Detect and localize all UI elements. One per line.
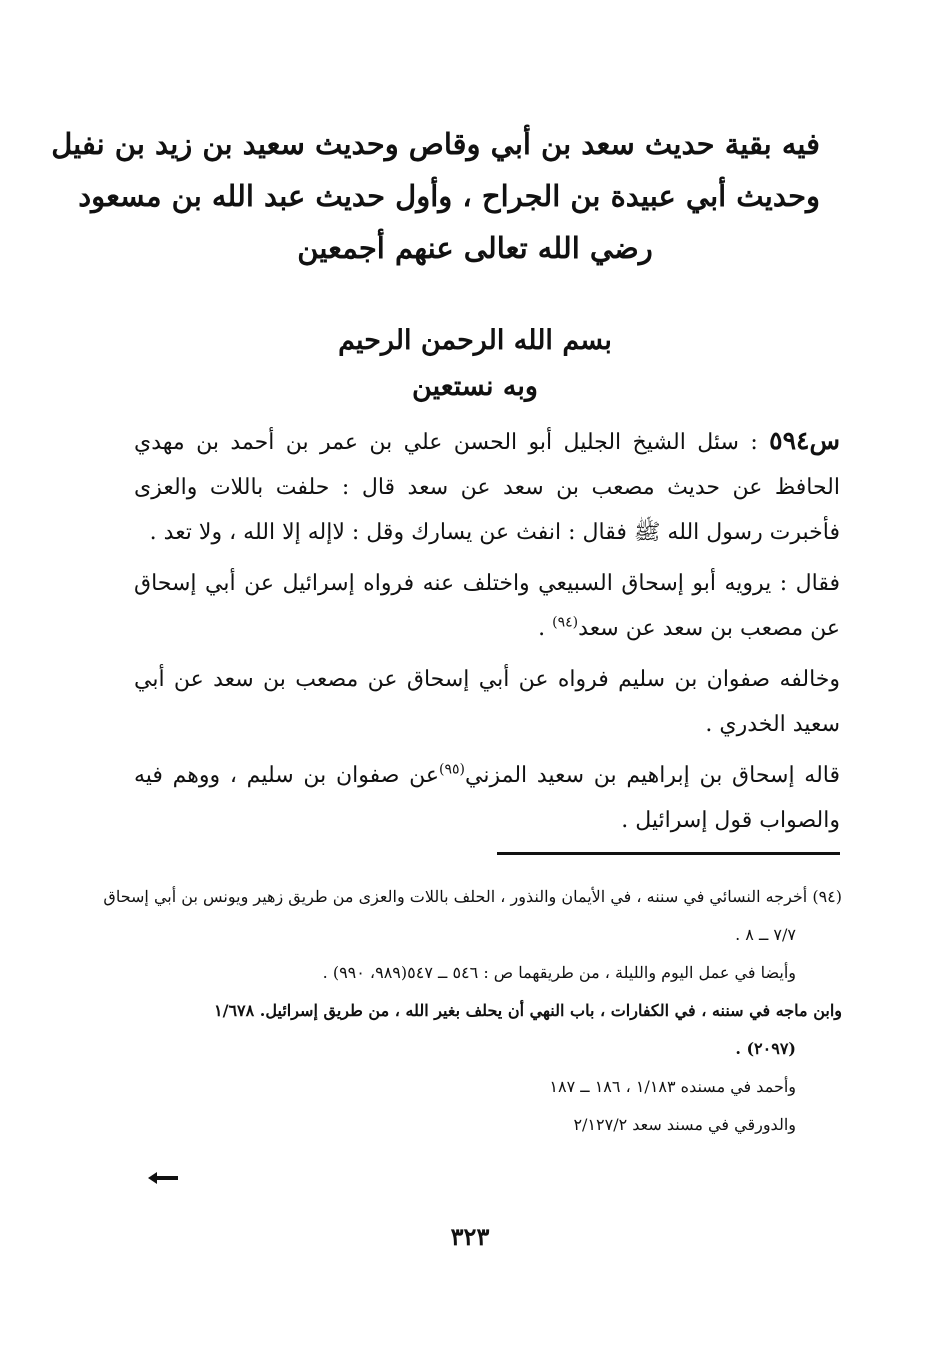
question-number: س٥٩٤: [769, 426, 840, 455]
conclusion-text-a: قاله إسحاق بن إبراهيم بن سعيد المزني: [465, 763, 840, 788]
variant-text: وخالفه صفوان بن سليم فرواه عن أبي إسحاق عن مصعب بن سعد عن أبي سعيد الخدري .: [134, 667, 840, 737]
footnote-94-line: وأحمد في مسنده ١/١٨٣ ، ١٨٦ ــ ١٨٧: [549, 1077, 796, 1096]
left-arrow-icon: [148, 1170, 178, 1186]
question-paragraph: [134, 418, 840, 555]
answer-paragraph: [134, 561, 840, 651]
footnote-separator: [497, 852, 840, 855]
answer-text: فقال : يرويه أبو إسحاق السبيعي واختلف عنه فرواه إسرائيل عن أبي إسحاق عن مصعب بن سعد عن سعد: [134, 571, 840, 641]
footnote-ref-94: (٩٤): [552, 614, 579, 631]
footnote-94-line: وأيضا في عمل اليوم والليلة ، من طريقهما ص : ٥٤٦ ــ ٥٤٧(٩٨٩، ٩٩٠) .: [322, 963, 796, 982]
basmala-heading: [130, 318, 820, 410]
basmala-line: بسم الله الرحمن الرحيم: [338, 325, 612, 356]
title-line-2: وحديث أبي عبيدة بن الجراح ، وأول حديث عبد الله بن مسعود: [78, 179, 820, 213]
footnotes: [103, 878, 842, 1144]
title-line-3: رضي الله تعالى عنهم أجمعين: [297, 231, 653, 265]
answer-end: .: [538, 616, 553, 641]
footnote-94-line: ٧/٧ ــ ٨ .: [735, 925, 796, 944]
footnote-94-line: والدورقي في مسند سعد ٢/١٢٧/٢: [573, 1115, 796, 1134]
footnote-ref-95: (٩٥): [439, 761, 465, 778]
footnote-94-line: وابن ماجه في سننه ، في الكفارات ، باب النهي أن يحلف بغير الله ، من طريق إسرائيل. ١/٦٧٨: [214, 1001, 842, 1020]
conclusion-text-b: عن صفوان بن سليم ، ووهم فيه والصواب قول إسرائيل .: [134, 763, 840, 833]
title-line-1: فيه بقية حديث سعد بن أبي وقاص وحديث سعيد بن زيد بن نفيل: [51, 127, 820, 161]
main-text: [134, 418, 840, 849]
question-text: : سئل الشيخ الجليل أبو الحسن علي بن عمر بن أحمد بن مهدي الحافظ عن حديث مصعب بن سعد عن سعد قال : حلفت باللات والعزى فأخبرت رسول الله ﷺ فقال : انفث عن يسارك وقل : لاإله إلا الله ، ولا تعد .: [134, 430, 840, 545]
footnote-94-line: (٢٠٩٧) .: [735, 1039, 796, 1058]
page-number: ٣٢٣: [450, 1222, 490, 1251]
footnote-94-line: (٩٤) أخرجه النسائي في سننه ، في الأيمان والنذور ، الحلف باللات والعزى من طريق زهير ويونس بن أبي إسحاق: [103, 887, 842, 906]
variant-paragraph: [134, 657, 840, 747]
conclusion-paragraph: [134, 753, 840, 843]
invocation-line: وبه نستعين: [412, 371, 538, 402]
chapter-title: [51, 118, 820, 274]
